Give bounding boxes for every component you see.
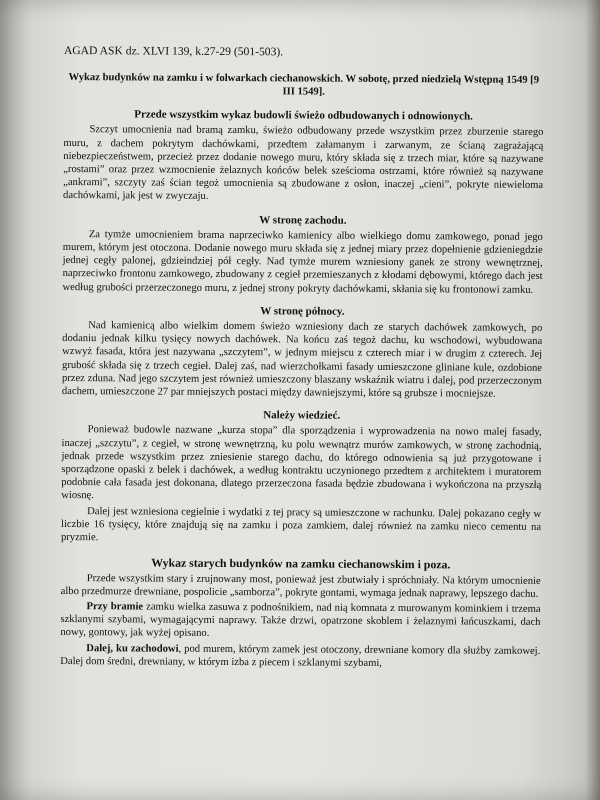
archival-reference: AGAD ASK dz. XLVI 139, k.27-29 (501-503). [63, 44, 284, 59]
document-content [60, 44, 544, 671]
section-heading: W stronę północy. [260, 305, 345, 318]
paragraph: Nad kamienicą albo wielkim domem świeżo wzniesiony dach ze starych dachówek zamkowych, po dodaniu jednak kilku tysięcy nowych dachówek. Na końcu zaś tegoż dachu, ku wschodowi, wybudowana wzwyż fasada, która jest nazywana „szczytem”, w jednym miejscu z czterech miar i w drugim z czterech. Jej grubość składa się z trzech cegieł. Dalej zaś, nad wierzchołkami fasady umieszczone gliniane kule, ozdobione przez zduna. Nad jego szczytem jest również umieszczony blaszany wskaźnik wiatru i dalej, pod przerzeczonym dachem, umieszczone 27 par mniejszych postaci między dawniejszymi, które są grubsze i mocniejsze. [61, 320, 543, 400]
paragraph-text: zamku wielka zasuwa z podnośnikiem, nad nią komnata z murowanym kominkiem i trzema szklanymi szybami, wymagającymi naprawy. Także drzwi, opatrzone skoblem i żelaznymi łańcuszkami, dach nowy, gontowy, jak wyżej opisano. [60, 601, 541, 640]
paragraph: Ponieważ budowle nazwane „kurza stopa” dla sporządzenia i wyprowadzenia na nowo malej fasady, inaczej „szczytu”, z cegieł, w stronę wewnętrzną, ku polu wewnątrz murów zamkowych, w stronę zachodnią, jednak przede wszystkim przez zniesienie starego dachu, do którego odnowienia są już przygotowane i sporządzone opaski z belek i dachówek, a według kontraktu uczynionego przedtem z architektem i muratorem podobnie cała fasada jest dokonana, dlatego przerzeczona fasada będzie zbudowana i wykończona na przyszłą wiosnę. [61, 424, 542, 502]
document-title: Wykaz budynków na zamku i w folwarkach ciechanowskich. W sobotę, przed niedzielą Wstępną 1549 [9 III 1549]. [68, 72, 540, 98]
paragraph [60, 600, 540, 643]
section-heading: W stronę zachodu. [259, 213, 347, 227]
paragraph-text: Przede wszystkim stary i zrujnowany most, ponieważ jest zbutwiały i spróchniały. Na którym umocnienie albo przedmurze drewniane, pospolicie „samborza”, pokryte gontami, wymaga jednak naprawy, lepszego dachu. [60, 572, 541, 600]
paragraph [60, 642, 540, 671]
paragraph: Szczyt umocnienia nad bramą zamku, świeżo odbudowany przede wszystkim przez zburzenie starego muru, z dachem pokrytym dachówkami, przedtem załamanym i zarwanym, ze ścianą zagrażającą niebezpieczeństwem, przecież przez dodanie nowego muru, który składa się z trzech miar, które są nazywane „rostami” oraz przez wzmocnienie żelaznych końców belek sześcioma ostrzami, które również są nazywane „ankrami”, szczyty zaś ścian tegoż umocnienia są zbudowane z osłon, inaczej „cieni”, pokryte niewieloma dachówkami, jak jest w zwyczaju. [63, 124, 544, 203]
paragraph-lead: Przy bramie [86, 601, 144, 613]
paragraph-text: , pod murem, którym zamek jest otoczony, drewniane komory dla służby zamkowej. Dalej dom średni, drewniany, w którym izba z piecem i szklanymi szybami, [60, 643, 541, 669]
paragraph [61, 571, 541, 600]
paragraph: Dalej jest wzniesiona cegielnie i wydatki z tej pracy są umieszczone w rachunku. Dalej pokazano cegły w liczbie 16 tysięcy, które znajdują się na zamku i poza zamkiem, dalej również na zamku nieco cementu na pryzmie. [60, 505, 542, 544]
section-heading: Należy wiedzieć. [263, 409, 341, 422]
paragraph-lead: Dalej, ku zachodowi [86, 642, 179, 655]
paragraph: Za tymże umocnieniem brama naprzeciwko kamienicy albo wielkiego domu zamkowego, ponad jego murem, którym jest otoczona. Dodanie nowego muru składa się z jednej miary przez dopełnienie gdzieniegdzie jednej cegły palonej, gdzieindziej pół cegły. Nad tymże murem wzniesiony ganek ze strony wewnętrznej, naprzeciwko frontonu zamkowego, zbudowany z cegieł przemieszanych z kłodami dębowymi, którego dach jest według grubości przerzeczonego muru, z jednej strony pokryty dachówkami, skłania się ku frontonowi zamku. [62, 228, 543, 296]
section-heading: Wykaz starych budynków na zamku ciechanowskim i poza. [151, 555, 451, 572]
section-heading: Przede wszystkim wykaz budowli świeżo odbudowanych i odnowionych. [134, 108, 473, 123]
